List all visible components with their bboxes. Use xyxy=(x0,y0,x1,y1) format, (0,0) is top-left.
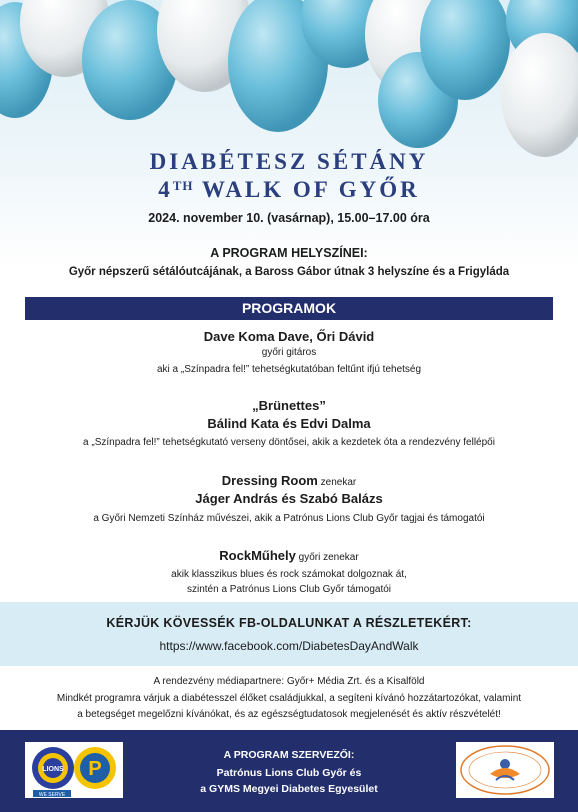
event-title: DIABÉTESZ SÉTÁNY xyxy=(149,149,429,174)
event-subtitle: 4TH WALK OF GYŐR xyxy=(158,177,420,202)
performer-3-desc: a Győri Nemzeti Színház művészei, akik a Patrónus Lions Club Győr tagjai és támogatói xyxy=(93,513,485,524)
performer-4-name: RockMűhely xyxy=(219,548,296,563)
facebook-heading: KÉRJÜK KÖVESSÉK FB-OLDALUNKAT A RÉSZLETEKÉRT: xyxy=(106,616,472,630)
programs-heading-bar: PROGRAMOK xyxy=(25,297,553,320)
performer-2-name: „Brünettes” xyxy=(252,398,326,413)
performer-1-name: Dave Koma Dave, Őri Dávid xyxy=(203,329,375,344)
performer-3-members: Jáger András és Szabó Balázs xyxy=(195,491,383,506)
we-serve-text: WE SERVE xyxy=(38,792,66,798)
patronus-emblem-letter: P xyxy=(88,758,102,780)
performer-2-desc: a „Színpadra fel!” tehetségkutató verseny döntősei, akik a kezdetek óta a rendezvény fellépői xyxy=(83,437,495,448)
performer-4-name-row: RockMűhely győri zenekar xyxy=(219,548,359,563)
media-partner-text: A rendezvény médiapartnere: Győr+ Média Zrt. és a Kisalföld xyxy=(153,676,425,687)
venues-text: Győr népszerű sétálóutcájának, a Baross Gábor útnak 3 helyszíne és a Frigyláda xyxy=(68,266,510,278)
diabetes-emblem-icon xyxy=(456,742,554,798)
facebook-box xyxy=(0,602,578,666)
performer-4-desc-2: szintén a Patrónus Lions Club Győr támogatói xyxy=(187,584,391,595)
performer-3-name-row: Dressing Room zenekar xyxy=(221,473,357,488)
balloons-illustration xyxy=(0,0,578,160)
organizer-1: Patrónus Lions Club Győr és xyxy=(216,767,362,779)
invitation-line-2: a betegséget megelőzni kívánókat, és az egészségtudatosok megjelenését és aktív részvételét! xyxy=(77,709,501,720)
organizer-2: a GYMS Megyei Diabetes Egyesület xyxy=(200,783,378,795)
lions-emblem-text: LIONS xyxy=(42,766,64,773)
performer-4-desc-1: akik klasszikus blues és rock számokat dolgoznak át, xyxy=(171,569,407,580)
venues-heading: A PROGRAM HELYSZÍNEI: xyxy=(210,246,368,260)
performer-2-members: Bálind Kata és Edvi Dalma xyxy=(207,416,371,431)
performer-1-desc: aki a „Színpadra fel!” tehetségkutatóban feltűnt ifjú tehetség xyxy=(156,364,422,375)
facebook-link[interactable]: https://www.facebook.com/DiabetesDayAndWalk xyxy=(159,639,419,653)
performer-1-role: győri gitáros xyxy=(261,347,317,358)
invitation-line-1: Mindkét programra várjuk a diabétesszel élőket családjukkal, a segíteni kívánó hozzátartozókat, valamint xyxy=(56,693,522,704)
event-date: 2024. november 10. (vasárnap), 15.00–17.00 óra xyxy=(148,211,430,225)
diabetes-association-logo xyxy=(456,742,554,798)
organizers-heading: A PROGRAM SZERVEZŐI: xyxy=(223,749,355,761)
performer-3-name: Dressing Room xyxy=(221,473,318,488)
